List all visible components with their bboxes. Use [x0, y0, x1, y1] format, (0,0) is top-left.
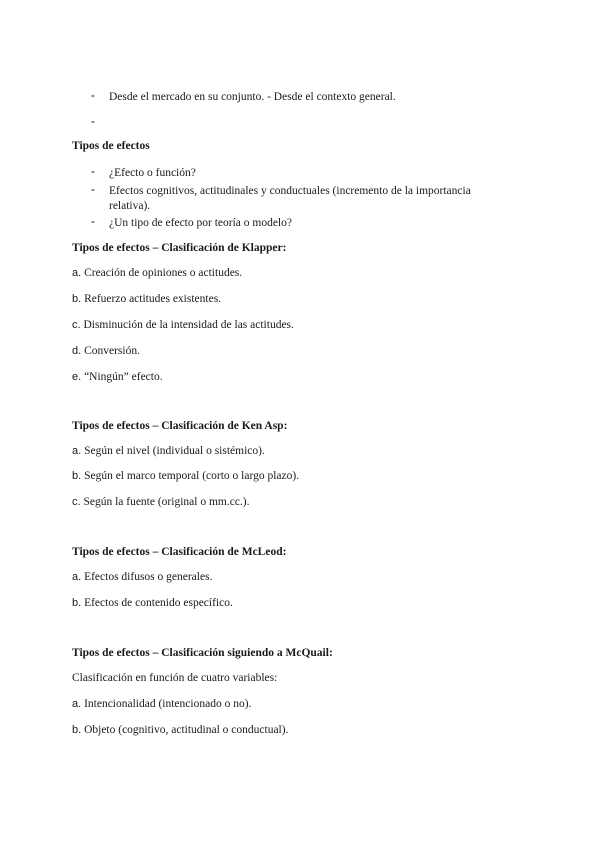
bullet-item: ¿Un tipo de efecto por teoría o modelo? [109, 217, 292, 229]
item-text: Conversión. [84, 345, 140, 357]
bullet-item: Efectos cognitivos, actitudinales y conductuales (incremento de la importancia relativa). [109, 185, 471, 212]
ken-asp-item [72, 470, 540, 482]
section-heading-tipos: Tipos de efectos [72, 140, 150, 152]
mcquail-intro: Clasificación en función de cuatro variables: [72, 672, 278, 684]
item-text: Refuerzo actitudes existentes. [84, 293, 222, 305]
item-text: Creación de opiniones o actitudes. [84, 267, 243, 279]
item-letter: a. [72, 445, 82, 457]
item-letter: b. [72, 597, 82, 609]
item-letter: d. [72, 345, 82, 357]
item-letter: b. [72, 293, 82, 305]
item-letter: c. [72, 319, 81, 331]
mcquail-item [72, 724, 540, 736]
item-text: Disminución de la intensidad de las actitudes. [83, 319, 294, 331]
klapper-item [72, 267, 540, 279]
item-letter: c. [72, 496, 81, 508]
klapper-item [72, 345, 540, 357]
ken-asp-item [72, 496, 540, 508]
section-heading-mcquail: Tipos de efectos – Clasificación siguiendo a McQuail: [72, 647, 333, 659]
item-letter: a. [72, 698, 82, 710]
ken-asp-item [72, 445, 540, 457]
section-heading-klapper: Tipos de efectos – Clasificación de Klapper: [72, 242, 287, 254]
dash-bullet: - [91, 116, 95, 128]
dash-bullet: - [91, 90, 95, 102]
mcquail-item [72, 698, 540, 710]
dash-bullet: - [91, 166, 95, 178]
item-text: Intencionalidad (intencionado o no). [84, 698, 252, 710]
item-text: Según el marco temporal (corto o largo plazo). [84, 470, 300, 482]
item-letter: b. [72, 724, 82, 736]
klapper-item [72, 371, 540, 383]
item-text: Según el nivel (individual o sistémico). [84, 445, 265, 457]
item-letter: a. [72, 267, 82, 279]
dash-bullet: - [91, 184, 95, 196]
section-heading-mcleod: Tipos de efectos – Clasificación de McLeod: [72, 546, 287, 558]
item-letter: e. [72, 371, 82, 383]
klapper-item [72, 293, 540, 305]
item-text: Efectos de contenido específico. [84, 597, 233, 609]
item-letter: a. [72, 571, 82, 583]
intro-list-item: Desde el mercado en su conjunto. - Desde el contexto general. [109, 91, 396, 103]
mcleod-item [72, 571, 540, 583]
section-heading-ken-asp: Tipos de efectos – Clasificación de Ken Asp: [72, 420, 288, 432]
item-letter: b. [72, 470, 82, 482]
bullet-item: ¿Efecto o función? [109, 167, 196, 179]
mcleod-item [72, 597, 540, 609]
klapper-item [72, 319, 540, 331]
dash-bullet: - [91, 216, 95, 228]
item-text: Objeto (cognitivo, actitudinal o conductual). [84, 724, 289, 736]
item-text: Según la fuente (original o mm.cc.). [83, 496, 250, 508]
item-text: Efectos difusos o generales. [84, 571, 213, 583]
item-text: “Ningún” efecto. [84, 371, 163, 383]
